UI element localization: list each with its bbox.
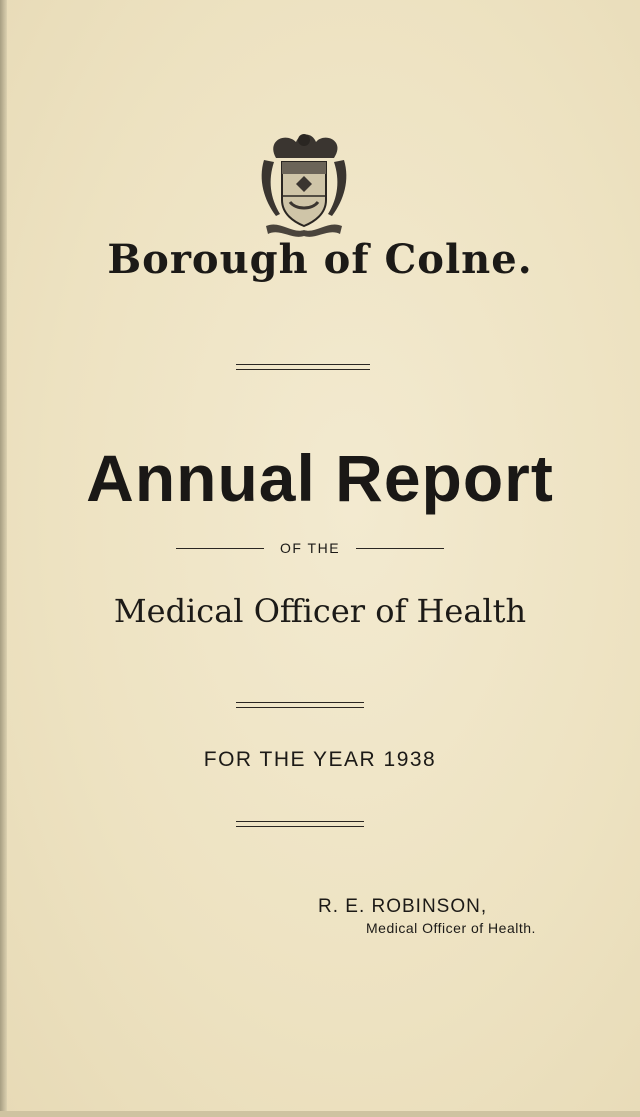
double-rule-divider	[236, 364, 370, 370]
borough-crest-icon	[256, 130, 352, 242]
report-subject: Medical Officer of Health	[113, 592, 527, 630]
author-name: R. E. ROBINSON,	[318, 896, 488, 917]
page-left-edge	[0, 0, 7, 1117]
report-title: Annual Report	[86, 441, 554, 515]
connector-rule-right	[356, 548, 444, 549]
author-title: Medical Officer of Health.	[366, 920, 536, 936]
page-bottom-edge	[0, 1111, 640, 1117]
double-rule-divider	[236, 821, 364, 827]
report-year: FOR THE YEAR 1938	[203, 748, 437, 771]
connector-text: OF THE	[279, 540, 341, 556]
connector-row	[176, 540, 444, 558]
borough-title: Borough of Colne.	[107, 236, 533, 283]
double-rule-divider	[236, 702, 364, 708]
